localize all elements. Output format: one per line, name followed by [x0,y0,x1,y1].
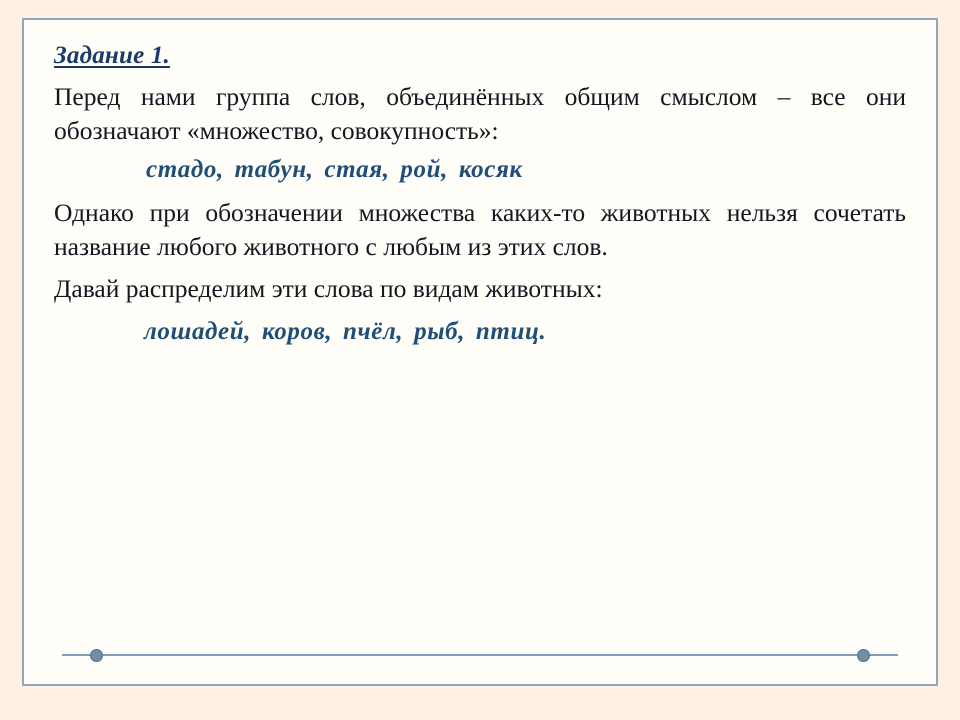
content-panel [22,18,938,686]
page-title: Задание 1. [54,42,171,69]
word-list-animals: лошадей, коров, пчёл, рыб, птиц. [144,317,547,345]
intro-paragraph: Перед нами группа слов, объединённых общим смыслом – все они обозначают «множество, совокупность»: [54,82,906,145]
footer-divider [62,654,898,656]
footer-dot-left-icon [90,649,103,662]
rule-paragraph: Однако при обозначении множества каких-то животных нельзя сочетать название любого животного с любым из этих слов. [54,197,906,261]
word-list-collective-nouns: стадо, табун, стая, рой, косяк [146,155,523,183]
instruction-paragraph: Давай распределим эти слова по видам животных: [54,273,603,303]
footer-decoration [54,644,906,666]
footer-dot-right-icon [857,649,870,662]
